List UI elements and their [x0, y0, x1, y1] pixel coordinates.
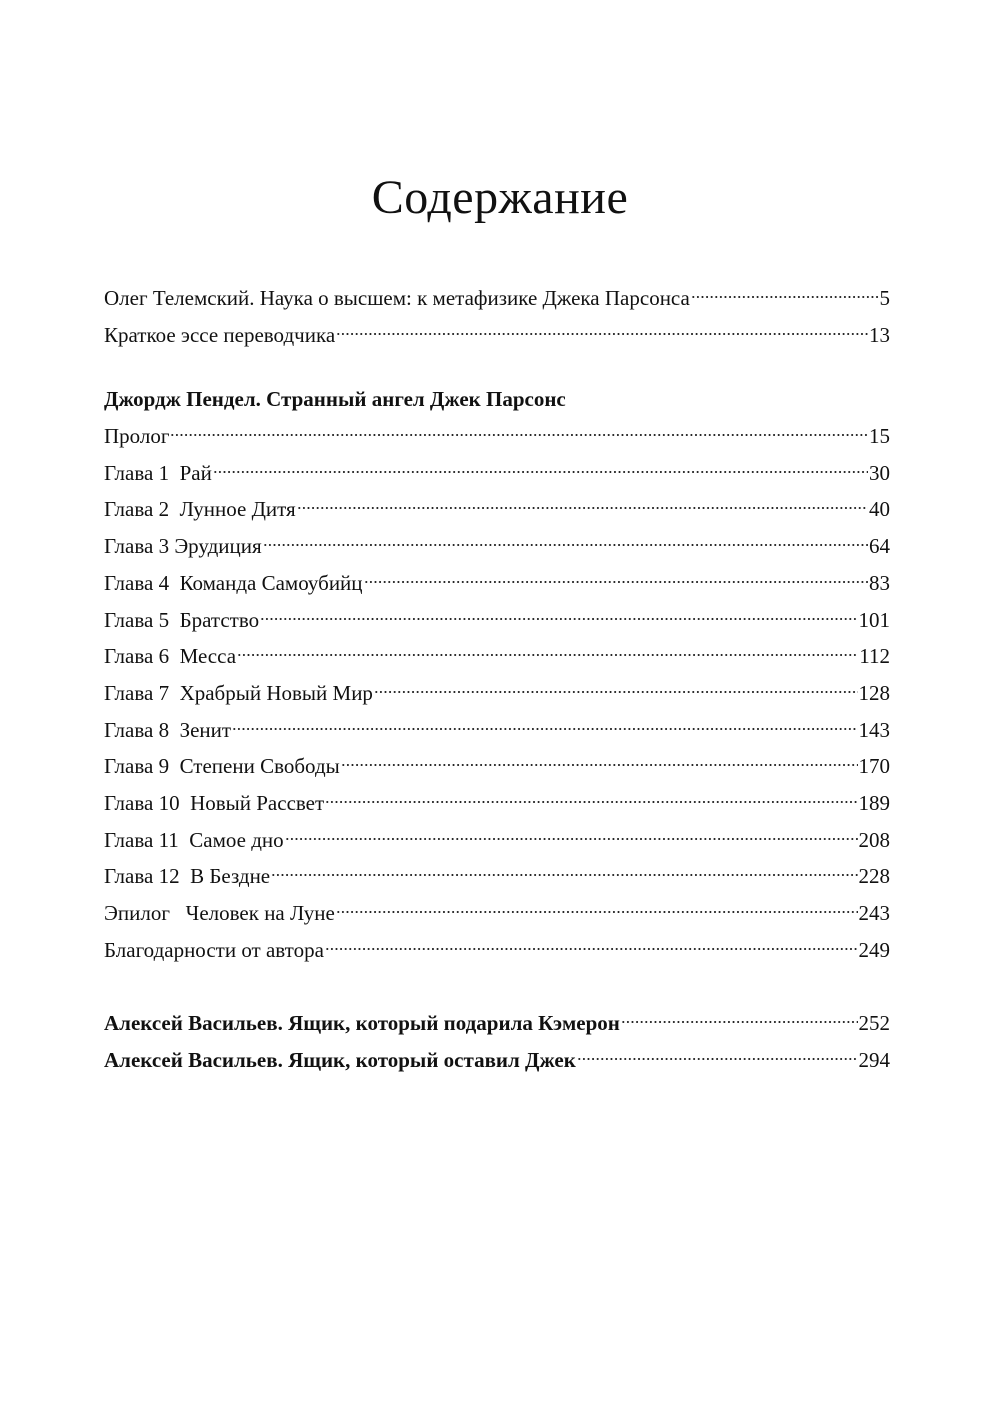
- toc-entry-epilogue[interactable]: [104, 895, 890, 932]
- toc-entry-page: 252: [858, 1011, 890, 1036]
- dot-leader: [325, 946, 858, 952]
- toc-entry-page: 15: [869, 424, 890, 449]
- toc-entry-label: Алексей Васильев. Ящик, который оставил Джек: [104, 1048, 576, 1073]
- toc-entry-label: Глава 6 Месса: [104, 644, 237, 669]
- dot-leader: [263, 542, 868, 548]
- dot-leader: [336, 331, 868, 337]
- toc-entry-intro[interactable]: [104, 280, 890, 317]
- dot-leader: [577, 1056, 858, 1062]
- toc-entry-page: 189: [858, 790, 890, 815]
- toc-entry-label: Глава 8 Зенит: [104, 717, 232, 742]
- toc-entry-label: Глава 9 Степени Свободы: [104, 754, 340, 779]
- dot-leader: [325, 799, 857, 805]
- toc-entry-page: 64: [869, 534, 890, 559]
- toc-entry-label: Глава 3 Эрудиция: [104, 534, 262, 559]
- toc-entry-page: 83: [869, 570, 890, 595]
- dot-leader: [374, 689, 858, 695]
- table-of-contents: [104, 280, 890, 1079]
- dot-leader: [341, 762, 858, 768]
- toc-entry-page: 128: [858, 680, 890, 705]
- toc-entry-chapter-9[interactable]: [104, 748, 890, 785]
- toc-entry-chapter-6[interactable]: [104, 638, 890, 675]
- toc-entry-jack-box[interactable]: [104, 1042, 890, 1079]
- toc-entry-page: 40: [869, 497, 890, 522]
- toc-entry-label: Глава 12 В Бездне: [104, 864, 271, 889]
- toc-entry-label: Пролог: [104, 424, 170, 449]
- toc-entry-page: 143: [858, 717, 890, 742]
- toc-entry-label: Глава 1 Рай: [104, 460, 212, 485]
- toc-entry-page: 294: [858, 1048, 890, 1073]
- toc-entry-page: 30: [869, 460, 890, 485]
- toc-entry-chapter-11[interactable]: [104, 822, 890, 859]
- dot-leader: [285, 836, 858, 842]
- dot-leader: [170, 432, 868, 438]
- toc-entry-label: Благодарности от автора: [104, 937, 324, 962]
- toc-entry-chapter-12[interactable]: [104, 858, 890, 895]
- toc-entry-prologue[interactable]: [104, 418, 890, 455]
- toc-entry-chapter-2[interactable]: [104, 491, 890, 528]
- toc-entry-page: 170: [858, 754, 890, 779]
- dot-leader: [237, 652, 858, 658]
- dot-leader: [297, 505, 868, 511]
- toc-entry-chapter-10[interactable]: [104, 785, 890, 822]
- toc-entry-label: Глава 10 Новый Рассвет: [104, 790, 325, 815]
- toc-entry-page: 101: [858, 607, 890, 632]
- toc-entry-chapter-4[interactable]: [104, 565, 890, 602]
- page-title: Содержание: [371, 171, 629, 224]
- spacer: [104, 968, 890, 1005]
- dot-leader: [271, 872, 857, 878]
- dot-leader: [621, 1019, 858, 1025]
- toc-entry-page: 228: [858, 864, 890, 889]
- spacer: [104, 353, 890, 381]
- dot-leader: [691, 294, 879, 300]
- section-heading: Джордж Пендел. Странный ангел Джек Парсонс: [104, 387, 566, 412]
- toc-entry-chapter-7[interactable]: [104, 675, 890, 712]
- toc-entry-page: 249: [858, 937, 890, 962]
- toc-entry-page: 13: [869, 322, 890, 347]
- toc-entry-label: Глава 5 Братство: [104, 607, 260, 632]
- dot-leader: [336, 909, 858, 915]
- toc-entry-page: 208: [858, 827, 890, 852]
- toc-entry-label: Олег Телемский. Наука о высшем: к метафизике Джека Парсонса: [104, 286, 690, 310]
- toc-entry-label: Глава 4 Команда Самоубийц: [104, 570, 363, 595]
- toc-entry-cameron-box[interactable]: [104, 1005, 890, 1042]
- toc-entry-translator-essay[interactable]: [104, 317, 890, 354]
- toc-entry-label: Краткое эссе переводчика: [104, 322, 336, 347]
- toc-entry-page: 112: [859, 644, 890, 669]
- toc-entry-chapter-3[interactable]: [104, 528, 890, 565]
- toc-entry-label: Глава 11 Самое дно: [104, 827, 284, 852]
- toc-entry-chapter-5[interactable]: [104, 602, 890, 639]
- toc-entry-chapter-1[interactable]: [104, 455, 890, 492]
- dot-leader: [364, 579, 868, 585]
- toc-entry-page: 5: [879, 286, 890, 310]
- dot-leader: [213, 469, 868, 475]
- toc-entry-label: Алексей Васильев. Ящик, который подарила Кэмерон: [104, 1011, 620, 1036]
- toc-entry-acknowledgements[interactable]: [104, 932, 890, 969]
- dot-leader: [232, 726, 857, 732]
- toc-entry-label: Эпилог Человек на Луне: [104, 901, 335, 925]
- toc-entry-label: Глава 7 Храбрый Новый Мир: [104, 680, 373, 705]
- dot-leader: [260, 616, 857, 622]
- toc-entry-label: Глава 2 Лунное Дитя: [104, 497, 296, 522]
- toc-entry-page: 243: [858, 901, 890, 925]
- toc-entry-chapter-8[interactable]: [104, 712, 890, 749]
